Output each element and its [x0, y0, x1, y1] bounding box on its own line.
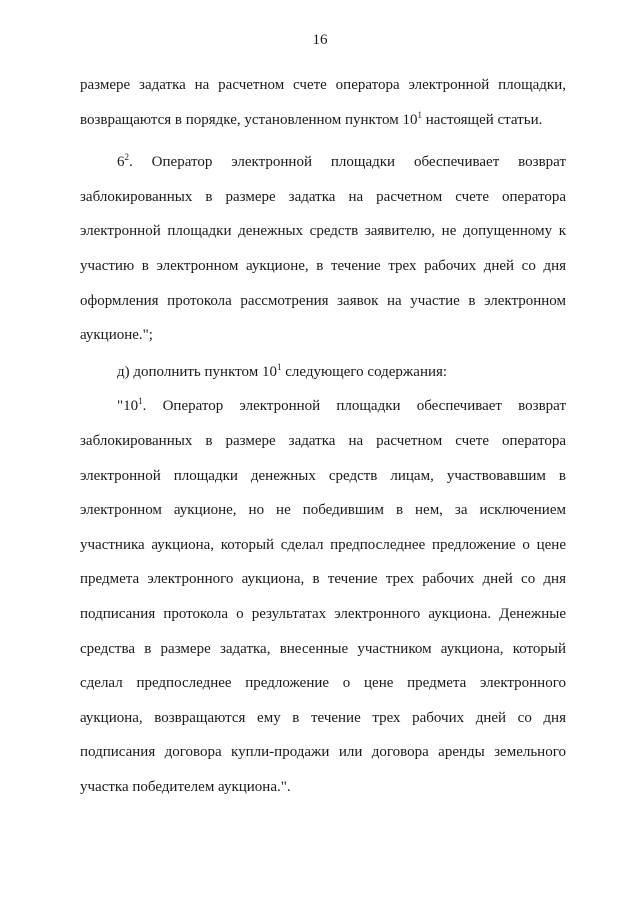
paragraph-clause-6-2	[80, 145, 566, 353]
paragraph-amendment-d	[80, 355, 566, 390]
page-number: 16	[312, 32, 328, 48]
superscript: 1	[138, 396, 143, 407]
superscript: 2	[124, 152, 129, 163]
paragraph-text: . Оператор электронной площадки обеспечивает возврат заблокированных в размере задатка на расчетном счете оператора электронной площадки денежных средств лицам, участвовавшим в электронном аукционе, но не победившим в нем, за исключением участника аукциона, который сделал предпоследнее предложение о цене предмета электронного аукциона, в течение трех рабочих дней со дня подписания протокола о результатах электронного аукциона. Денежные средства в размере задатка, внесенные участником аукциона, который сделал предпоследнее предложение о цене предмета электронного аукциона, возвращаются ему в течение трех рабочих дней со дня подписания договора купли-продажи или договора аренды земельного участка победителем аукциона.".	[80, 398, 566, 795]
clause-number: "10	[117, 398, 139, 415]
paragraph-text: настоящей статьи.	[421, 111, 543, 128]
paragraph-continuation	[80, 68, 566, 137]
paragraph-text: следующего содержания:	[281, 363, 448, 380]
document-body	[80, 68, 566, 804]
paragraph-text: . Оператор электронной площадки обеспечивает возврат заблокированных в размере задатка на расчетном счете оператора электронной площадки денежных средств заявителю, не допущенному к участию в электронном аукционе, в течение трех рабочих дней со дня оформления протокола рассмотрения заявок на участие в электронном аукционе.";	[80, 154, 566, 344]
paragraph-clause-10-1	[80, 389, 566, 804]
superscript: 1	[417, 109, 422, 120]
superscript: 1	[276, 361, 282, 372]
clause-number: 6	[117, 154, 125, 171]
paragraph-text: размере задатка на расчетном счете оператора электронной площадки, возвращаются в порядке, установленном пунктом 10	[80, 77, 566, 128]
paragraph-text: д) дополнить пунктом 10	[117, 363, 277, 380]
